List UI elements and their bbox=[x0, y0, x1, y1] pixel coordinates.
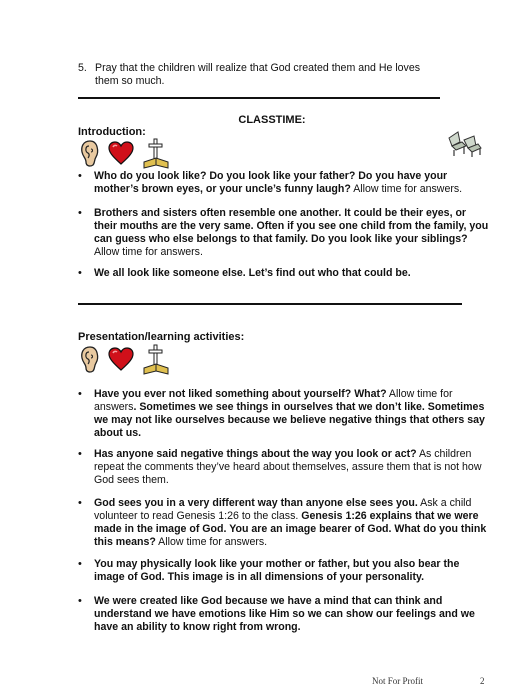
intro-bullet-3: • We all look like someone else. Let’s find out who that could be. bbox=[78, 267, 411, 279]
presentation-bullet-2: • Has anyone said negative things about the way you look or act? As children repeat the comments they’ve heard about themselves, assure them that is not how God sees them. bbox=[78, 448, 482, 486]
pres-b4-s1: You may physically look like your mother or father, but you also bear the image of God. This image is in all dimensions of your personality. bbox=[94, 558, 460, 583]
pres-b2-s2: As children repeat the comments they’ve heard about themselves, assure them that is not how God sees them. bbox=[94, 448, 482, 486]
pres-b2-s1: Has anyone said negative things about the way you look or act? bbox=[94, 448, 417, 460]
heart-icon bbox=[108, 347, 134, 371]
classtime-heading: CLASSTIME: bbox=[238, 114, 306, 126]
intro-bullet-1-plain: Allow time for answers. bbox=[350, 183, 463, 195]
prayer-item-text: Pray that the children will realize that God created them and He loves them so much. bbox=[95, 62, 421, 87]
intro-bullet-1: • Who do you look like? Do you look like your father? Do you have your mother’s brown eyes, or your uncle’s funny laugh? Allow time for answers. bbox=[78, 170, 463, 195]
intro-bullet-2-plain: Allow time for answers. bbox=[94, 246, 203, 258]
presentation-label: Presentation/learning activities: bbox=[78, 331, 245, 343]
pres-b1-s3: . Sometimes we see things in ourselves that we don’t like. Sometimes we may not like ourselves because we believe negative things that others say about us. bbox=[94, 401, 485, 439]
intro-icon-row bbox=[78, 138, 178, 170]
pres-b3-s4: Allow time for answers. bbox=[155, 536, 268, 548]
footer-text: Not For Profit bbox=[372, 676, 424, 686]
intro-bullet-1-bold: Who do you look like? Do you look like your father? Do you have your mother’s brown eyes, or your uncle’s funny laugh? bbox=[94, 170, 448, 195]
intro-bullet-2: • Brothers and sisters often resemble one another. It could be their eyes, or their mouths are the very same. Often if you see one child from the family, you can guess who else belongs to that family. Do you look like your siblings? Allow time for answers. bbox=[78, 207, 489, 258]
pres-b3-s2: Ask a child volunteer to read Genesis 1:26 to the class. bbox=[94, 497, 472, 522]
introduction-label: Introduction: bbox=[78, 126, 146, 138]
pres-b1-s2: Allow time for answers bbox=[94, 388, 453, 413]
pres-b3-s1: God sees you in a very different way than anyone else sees you. bbox=[94, 497, 418, 509]
presentation-bullet-5: • We were created like God because we have a mind that can think and understand we have emotions like Him so we can show our feelings and we have an ability to know right from wrong. bbox=[78, 595, 475, 633]
divider-middle bbox=[78, 303, 462, 305]
pres-b3-s3: Genesis 1:26 explains that we were made in the image of God. You are an image bearer of God. What do you think this means? bbox=[94, 510, 487, 548]
chairs-icon bbox=[446, 128, 482, 158]
cross-bible-icon bbox=[142, 138, 170, 170]
presentation-icon-row bbox=[78, 344, 178, 376]
prayer-item-number: 5. bbox=[78, 62, 87, 74]
presentation-bullet-4: • You may physically look like your mother or father, but you also bear the image of God. This image is in all dimensions of your personality. bbox=[78, 558, 460, 583]
ear-icon bbox=[80, 346, 100, 374]
prayer-item bbox=[78, 62, 438, 88]
intro-bullet-3-bold: We all look like someone else. Let’s find out who that could be. bbox=[94, 267, 411, 279]
presentation-bullet-1: • Have you ever not liked something about yourself? What? Allow time for answers. Sometimes we see things in ourselves that we don’t like. Sometimes we may not like ourselves because we believe negative things that others say about us. bbox=[78, 388, 485, 439]
heart-icon bbox=[108, 141, 134, 165]
divider-top bbox=[78, 97, 440, 99]
page-number: 2 bbox=[480, 676, 485, 686]
presentation-bullet-3: • God sees you in a very different way than anyone else sees you. Ask a child volunteer to read Genesis 1:26 to the class. Genesis 1:26 explains that we were made in the image of God. You are an image bearer of God. What do you think this means? Allow time for answers. bbox=[78, 497, 487, 548]
ear-icon bbox=[80, 140, 100, 168]
intro-bullet-2-bold: Brothers and sisters often resemble one another. It could be their eyes, or their mouths are the very same. Often if you see one child from the family, you can guess who else belongs to that family. Do you look like your siblings? bbox=[94, 207, 489, 245]
pres-b1-s1: Have you ever not liked something about yourself? What? bbox=[94, 388, 387, 400]
cross-bible-icon bbox=[142, 344, 170, 376]
pres-b5-s1: We were created like God because we have a mind that can think and understand we have emotions like Him so we can show our feelings and we have an ability to know right from wrong. bbox=[94, 595, 475, 633]
